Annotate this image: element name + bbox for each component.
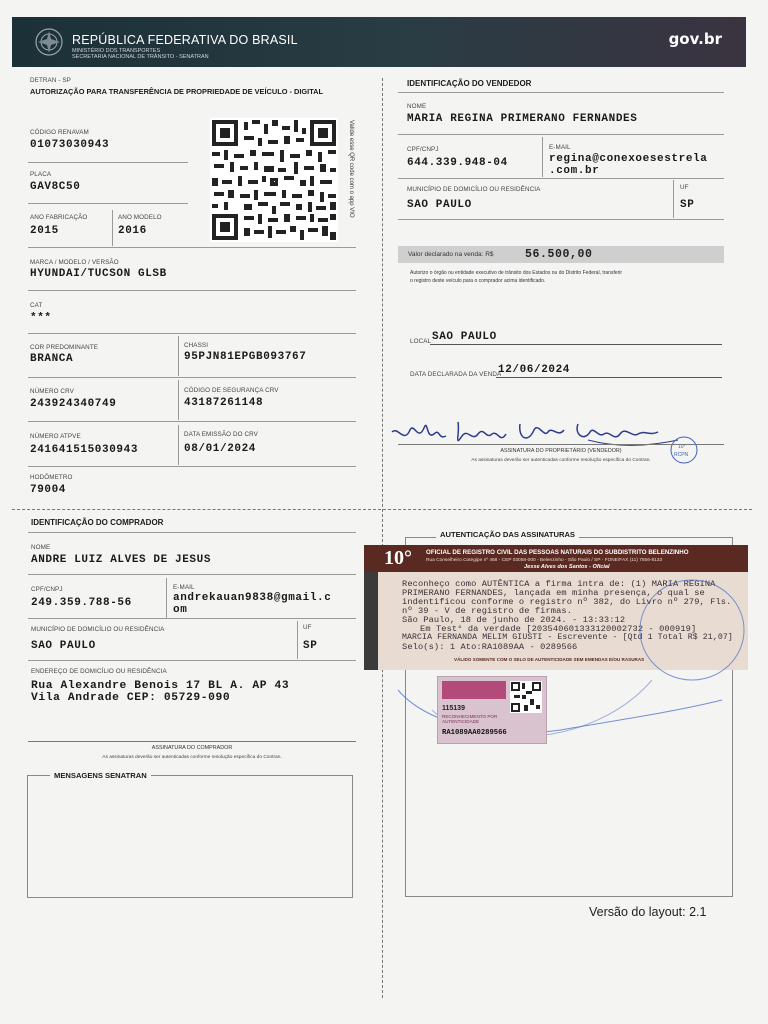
cat-label: CAT	[30, 302, 43, 309]
notary-address: Rua Conselheiro Cotegipe nº 468 - CEP 03058-000 - Belenzinho - São Paulo / SP - FONE/FAX (11) 7556-8133	[426, 558, 663, 563]
seal-type: RECONHECIMENTO POR AUTENTICIDADE	[442, 714, 498, 724]
ano-fab-label: ANO FABRICAÇÃO	[30, 214, 88, 221]
seller-name-value: MARIA REGINA PRIMERANO FERNANDES	[407, 113, 638, 125]
buyer-cpf-value: 249.359.788-56	[31, 597, 132, 609]
govbr-logo: gov.br	[668, 30, 722, 48]
ano-mod-label: ANO MODELO	[118, 214, 162, 221]
cor-value: BRANCA	[30, 353, 74, 365]
auth-line-2: PRIMERANO FERNANDES, lançada em minha presença, o qual se	[402, 588, 705, 598]
seg-value: 43187261148	[184, 397, 264, 409]
chassi-value: 95PJN81EPGB093767	[184, 351, 307, 363]
buyer-title: IDENTIFICAÇÃO DO COMPRADOR	[31, 518, 164, 527]
buyer-name-value: ANDRE LUIZ ALVES DE JESUS	[31, 554, 212, 566]
auth-line-1: Reconheço como AUTÊNTICA a firma intra de: (1) MARIA REGINA	[402, 579, 716, 589]
form-title: AUTORIZAÇÃO PARA TRANSFERÊNCIA DE PROPRIEDADE DE VEÍCULO - DIGITAL	[30, 87, 324, 96]
seller-uf-label: UF	[680, 184, 689, 191]
ano-mod-value: 2016	[118, 225, 147, 237]
notary-title: OFICIAL DE REGISTRO CIVIL DAS PESSOAS NATURAIS DO SUBDISTRITO BELENZINHO	[426, 549, 689, 556]
declared-value: 56.500,00	[525, 248, 593, 261]
buyer-signature-note: As assinaturas deverão ser autenticadas conforme resolução específica do Contran.	[102, 755, 282, 760]
seller-mun-value: SAO PAULO	[407, 199, 472, 211]
emissao-value: 08/01/2024	[184, 443, 257, 455]
coat-of-arms-icon	[34, 27, 64, 57]
seller-uf-value: SP	[680, 199, 695, 211]
buyer-address-value: Rua Alexandre Benois 17 BL A. AP 43 Vila Andrade CEP: 05729-090	[31, 680, 290, 704]
svg-text:10°: 10°	[678, 444, 686, 450]
auth-line-7: MARCIA FERNANDA MELIM GIUSTI - Escrevente - [Qtd 1 Total R$ 21,07]	[402, 633, 733, 642]
notary-officer: Jesse Alves dos Santos - Oficial	[524, 564, 610, 570]
declared-value-bar	[398, 246, 724, 263]
notary-number: 10°	[384, 547, 412, 569]
cor-label: COR PREDOMINANTE	[30, 344, 99, 351]
seller-signature-note: As assinaturas deverão ser autenticadas conforme resolução específica do Contran.	[471, 458, 651, 463]
cat-value: ***	[30, 312, 52, 324]
auth-line-6: Em Test° da verdade [203540601333120002732 - 000919]	[420, 624, 697, 634]
seller-name-label: NOME	[407, 103, 427, 110]
crv-label: NÚMERO CRV	[30, 388, 74, 395]
sale-date-value: 12/06/2024	[498, 364, 571, 376]
placa-label: PLACA	[30, 171, 52, 178]
svg-text:RCPN: RCPN	[674, 452, 689, 458]
local-value: SAO PAULO	[432, 331, 497, 343]
seg-label: CÓDIGO DE SEGURANÇA CRV	[184, 387, 279, 394]
auth-validity-note: VÁLIDO SOMENTE COM O SELO DE AUTENTICIDADE SEM EMENDAS E/OU RASURAS	[454, 657, 645, 662]
authenticity-seal	[437, 676, 547, 744]
atpve-value: 241641515030943	[30, 444, 139, 456]
emissao-label: DATA EMISSÃO DO CRV	[184, 431, 258, 438]
buyer-mun-value: SAO PAULO	[31, 640, 96, 652]
seller-signature	[388, 404, 728, 476]
placa-value: GAV8C50	[30, 181, 81, 193]
mensagens-title: MENSAGENS SENATRAN	[50, 771, 151, 780]
auth-line-5: São Paulo, 18 de junho de 2024. - 13:33:12	[402, 615, 626, 625]
seller-signature-label: ASSINATURA DO PROPRIETÁRIO (VENDEDOR)	[500, 448, 622, 454]
seal-code: RA1089AA0289566	[442, 729, 507, 737]
layout-version: Versão do layout: 2.1	[589, 905, 707, 919]
authentication-title: AUTENTICAÇÃO DAS ASSINATURAS	[436, 530, 579, 539]
buyer-uf-label: UF	[303, 624, 312, 631]
buyer-address-label: ENDEREÇO DE DOMICÍLIO OU RESIDÊNCIA	[31, 668, 167, 675]
buyer-mun-label: MUNICÍPIO DE DOMICÍLIO OU RESIDÊNCIA	[31, 626, 165, 633]
seal-number: 115139	[442, 705, 465, 712]
crv-value: 243924340749	[30, 398, 117, 410]
buyer-email-label: E-MAIL	[173, 584, 195, 591]
renavam-label: CÓDIGO RENAVAM	[30, 129, 89, 136]
ano-fab-value: 2015	[30, 225, 59, 237]
declared-value-label: Valor declarado na venda: R$	[408, 251, 494, 258]
auth-line-8: Selo(s): 1 Ato:RA1089AA - 0289566	[402, 642, 578, 652]
buyer-uf-value: SP	[303, 640, 318, 652]
buyer-cpf-label: CPF/CNPJ	[31, 586, 63, 593]
auth-line-3: indentificou conforme o registro nº 382, do Livro nº 279, Fls.	[402, 597, 732, 607]
sale-date-label: DATA DECLARADA DA VENDA	[410, 371, 502, 378]
seller-email-label: E-MAIL	[549, 144, 571, 151]
atpve-label: NÚMERO ATPVE	[30, 433, 81, 440]
buyer-signature-label: ASSINATURA DO COMPRADOR	[151, 745, 233, 751]
chassi-label: CHASSI	[184, 342, 209, 349]
detran-label: DETRAN - SP	[30, 77, 71, 84]
marca-value: HYUNDAI/TUCSON GLSB	[30, 268, 167, 280]
renavam-value: 01073030943	[30, 139, 110, 151]
buyer-email-value: andrekauan9838@gmail.c om	[173, 592, 332, 616]
qr-validation-note: Valide esse QR code com o app VIO	[348, 120, 354, 218]
mensagens-box	[27, 775, 353, 898]
seller-mun-label: MUNICÍPIO DE DOMICÍLIO OU RESIDÊNCIA	[407, 186, 541, 193]
qr-code-icon	[210, 118, 338, 242]
seller-cpf-value: 644.339.948-04	[407, 157, 508, 169]
seller-cpf-label: CPF/CNPJ	[407, 146, 439, 153]
header-bar	[12, 17, 746, 67]
buyer-name-label: NOME	[31, 544, 51, 551]
ministry-line: MINISTÉRIO DOS TRANSPORTES SECRETARIA NACIONAL DE TRÂNSITO - SENATRAN	[72, 48, 209, 60]
horizontal-fold	[12, 509, 752, 510]
republic-title: REPÚBLICA FEDERATIVA DO BRASIL	[72, 33, 298, 47]
seller-title: IDENTIFICAÇÃO DO VENDEDOR	[407, 79, 532, 88]
vertical-fold	[382, 78, 383, 998]
seal-qr-icon	[510, 681, 542, 713]
hodometro-label: HODÔMETRO	[30, 474, 73, 481]
auth-line-4: nº 39 - V de registro de firmas.	[402, 606, 573, 616]
local-label: LOCAL	[410, 338, 432, 345]
authorization-text: Autorizo o órgão ou entidade executivo de trânsito dos Estados ou do Distrito Federal, transferir o registro deste veículo para o comprador acima identificado.	[410, 270, 623, 284]
hodometro-value: 79004	[30, 484, 67, 496]
seller-email-value: regina@conexoesestrela .com.br	[549, 153, 708, 177]
marca-label: MARCA / MODELO / VERSÃO	[30, 259, 119, 266]
